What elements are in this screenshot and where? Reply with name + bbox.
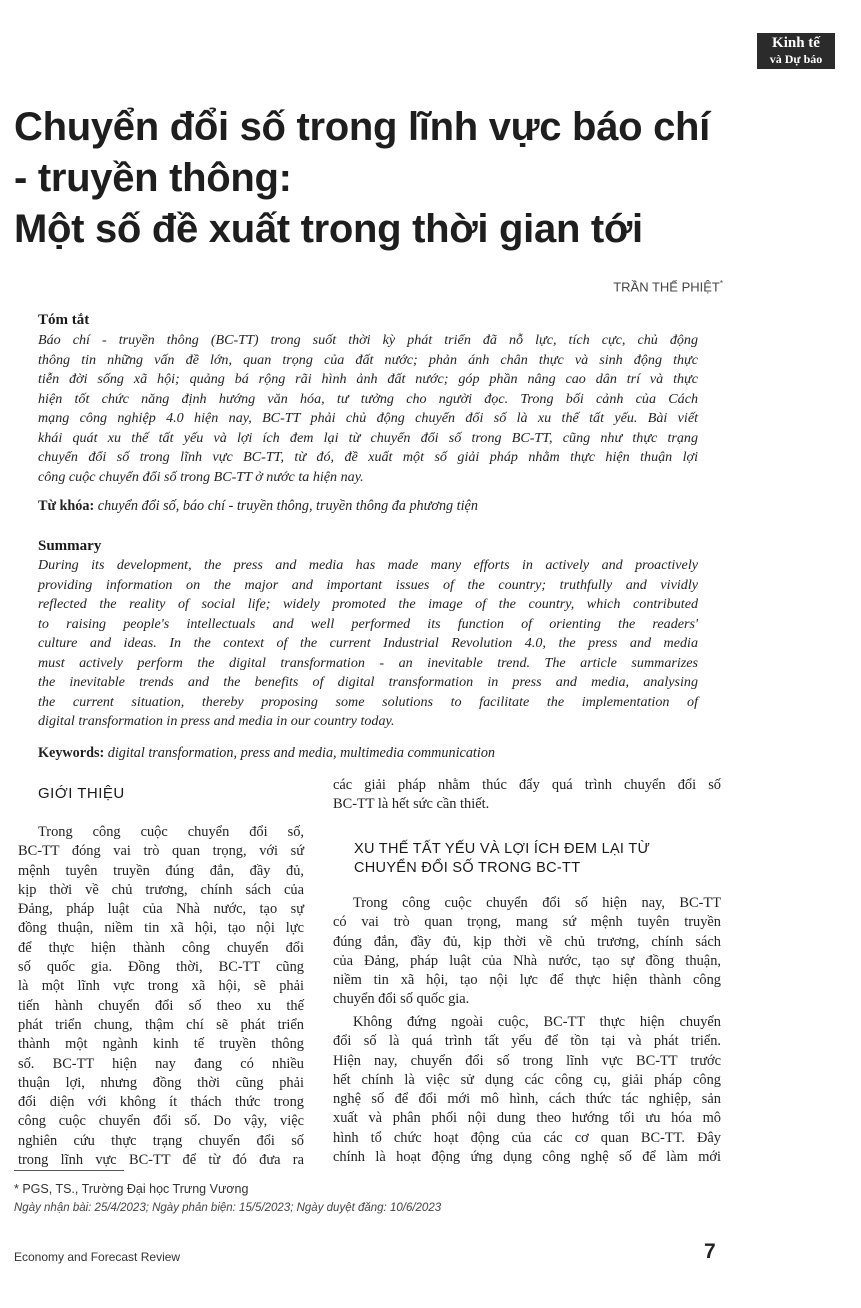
keywords-en-label: Keywords: [38, 745, 105, 761]
body-line: số quốc gia. Đồng thời, BC-TT cũng [18, 959, 304, 976]
author-footnote-mark: * [719, 279, 723, 288]
title-line: Một số đề xuất trong thời gian tới [14, 207, 643, 251]
summary-line: digital transformation in press and media in our country today. [38, 713, 395, 729]
body-line: Không đứng ngoài cuộc, BC-TT thực hiện chuyển [353, 1014, 721, 1030]
keywords-en-text: digital transformation, press and media, multimedia communication [107, 745, 496, 761]
body-line: là một lĩnh vực trong xã hội, sẽ phải [18, 978, 304, 995]
body-line: của Đảng, pháp luật của Nhà nước, tạo sự đồng thuận, [333, 952, 721, 969]
keywords-en [38, 745, 495, 762]
body-line: có vai trò quan trọng, mang sứ mệnh tuyên truyền [333, 914, 721, 931]
body-line: Trong công cuộc chuyển đổi số hiện nay, BC-TT [353, 895, 721, 911]
body-line: để thực hiện thành công chuyển đổi [18, 939, 304, 956]
journal-footer: Economy and Forecast Review [14, 1250, 181, 1264]
summary-line: the inevitable trends and the benefits of digital transformation in press and media, analysing [38, 674, 698, 690]
footnote-divider [14, 1170, 124, 1171]
keywords-vi-text: chuyển đổi số, báo chí - truyền thông, truyền thông đa phương tiện [97, 498, 478, 514]
author-text: TRẦN THẾ PHIỆT [613, 279, 720, 295]
body-line: trong lĩnh vực BC-TT để từ đó đưa ra [18, 1152, 304, 1169]
title-line: - truyền thông: [14, 156, 292, 200]
author-name [613, 279, 723, 294]
summary-line: to raising people's intellectuals and well performed its function of orienting the readers' [38, 615, 698, 632]
body-line: phát triển chung, thậm chí sẽ phát triển [18, 1016, 304, 1033]
right-column-para2 [333, 1013, 721, 1167]
abstract-line: công cuộc chuyển đổi số trong BC-TT ở nước ta hiện nay. [38, 468, 364, 485]
abstract-vi-body [38, 331, 698, 487]
body-line: số. BC-TT hiện nay đang có nhiều [18, 1055, 304, 1072]
body-line: đối diện với không ít thách thức trong [18, 1094, 304, 1111]
summary-line: providing information on the major and important issues of the country; truthfully and vividly [38, 576, 698, 593]
article-title [14, 102, 834, 255]
body-line: niềm tin xã hội, tạo nội lực để thực hiện thành công [333, 972, 721, 989]
summary-line: the current situation, thereby proposing some solutions to facilitate the implementation of [38, 693, 698, 710]
section-heading-trend [354, 840, 714, 878]
body-line: hết chính là việc sử dụng các công cụ, giải pháp công [333, 1071, 721, 1088]
abstract-line: hiện tốt chức năng định hướng văn hóa, tư tưởng cho người đọc. Trong bối cảnh của Cách [38, 390, 698, 407]
body-line: kịp thời về chủ trương, chính sách của [18, 881, 304, 898]
badge-line2: và Dự báo [769, 52, 823, 66]
body-line: đúng đắn, đầy đủ, kịp thời về chủ trương, chính sách [333, 933, 721, 950]
right-column-intro [333, 776, 721, 815]
summary-line: must actively perform the digital transformation - an inevitable trend. The article summarizes [38, 654, 698, 671]
body-line: thành một ngành kinh tế truyền thông [18, 1036, 304, 1053]
body-line: Đảng, pháp luật của Nhà nước, tạo sự [18, 901, 304, 918]
page-number: 7 [704, 1240, 716, 1263]
summary-line: During its development, the press and media has made many efforts in actively and proactively [38, 557, 698, 573]
summary-line: culture and ideas. In the context of the current Industrial Revolution 4.0, the press and media [38, 635, 698, 651]
footnote-affiliation: * PGS, TS., Trường Đại học Trưng Vương [14, 1182, 249, 1196]
footnote-dates: Ngày nhận bài: 25/4/2023; Ngày phản biện: 15/5/2023; Ngày duyệt đăng: 10/6/2023 [14, 1202, 442, 1214]
abstract-en-body [38, 556, 698, 732]
abstract-line: tiễn đời sống xã hội; quảng bá rộng rãi hình ảnh đất nước; góp phần nâng cao dân trí và thực [38, 371, 698, 387]
body-line: nghiên cứu thực trạng chuyển đổi số [18, 1132, 304, 1149]
body-line: BC-TT đóng vai trò quan trọng, với sứ [18, 843, 304, 860]
abstract-vi-heading: Tóm tắt [38, 312, 90, 328]
abstract-line: mạng công nghiệp 4.0 hiện nay, BC-TT phải chủ động chuyển đổi số là xu thế tất yếu. Bài viết [38, 410, 698, 426]
keywords-vi [38, 498, 478, 515]
abstract-line: Báo chí - truyền thông (BC-TT) trong suốt thời kỳ phát triển đã nỗ lực, tích cực, chủ động [38, 332, 698, 348]
body-line: các giải pháp nhằm thúc đẩy quá trình chuyển đổi số [333, 777, 721, 793]
body-line: chính là hoạt động ứng dụng công nghệ số để làm mới [333, 1149, 721, 1166]
body-line: Hiện nay, chuyển đổi số trong lĩnh vực BC-TT trước [333, 1052, 721, 1069]
body-line: chuyển đổi số quốc gia. [333, 991, 470, 1008]
body-line: tiến hành chuyển đổi số theo xu thế [18, 997, 304, 1014]
left-column-body [18, 823, 304, 1170]
section-heading-intro: GIỚI THIỆU [38, 785, 125, 802]
body-line: xuất và phân phối nội dung theo hướng tối ưu hóa mô [333, 1110, 721, 1127]
keywords-vi-label: Từ khóa: [38, 498, 95, 514]
right-column-para1 [333, 894, 721, 1010]
abstract-line: thông tin những vấn đề lớn, quan trọng của đất nước; phản ánh chân thực và sinh động thực [38, 351, 698, 368]
abstract-line: chuyển đổi số trong lĩnh vực BC-TT, từ đó, đề xuất một số giải pháp nhằm thực hiện thuận lợi [38, 449, 698, 465]
body-line: hình tổ chức hoạt động của các cơ quan BC-TT. Đây [333, 1129, 721, 1146]
title-line: Chuyển đổi số trong lĩnh vực báo chí [14, 105, 710, 149]
abstract-line: khái quát xu thế tất yếu và lợi ích đem lại từ chuyển đổi số trong BC-TT, cũng như thực trạng [38, 429, 698, 446]
journal-badge [757, 33, 835, 69]
body-line: công cuộc chuyển đổi số. Do vậy, việc [18, 1113, 304, 1130]
badge-line1: Kinh tế [772, 35, 820, 51]
body-line: mệnh tuyên truyền đúng đắn, đầy đủ, [18, 862, 304, 879]
heading-line: CHUYỂN ĐỔI SỐ TRONG BC-TT [354, 860, 581, 876]
body-line: đồng thuận, niềm tin xã hội, tạo nội lực [18, 920, 304, 937]
heading-line: XU THẾ TẤT YẾU VÀ LỢI ÍCH ĐEM LẠI TỪ [354, 841, 651, 857]
body-line: thuận lợi, nhưng đồng thời cũng phải [18, 1074, 304, 1091]
summary-line: reflected the reality of social life; widely promoted the image of the country, which contributed [38, 596, 698, 612]
body-line: nghệ số để đổi mới mô hình, cách thức tác nghiệp, sản [333, 1091, 721, 1108]
body-line: đổi số là quá trình tất yếu để tồn tại và phát triển. [333, 1033, 721, 1050]
body-line: BC-TT là hết sức cần thiết. [333, 796, 490, 813]
body-line: Trong công cuộc chuyển đổi số, [38, 824, 304, 840]
abstract-en-heading: Summary [38, 538, 102, 554]
